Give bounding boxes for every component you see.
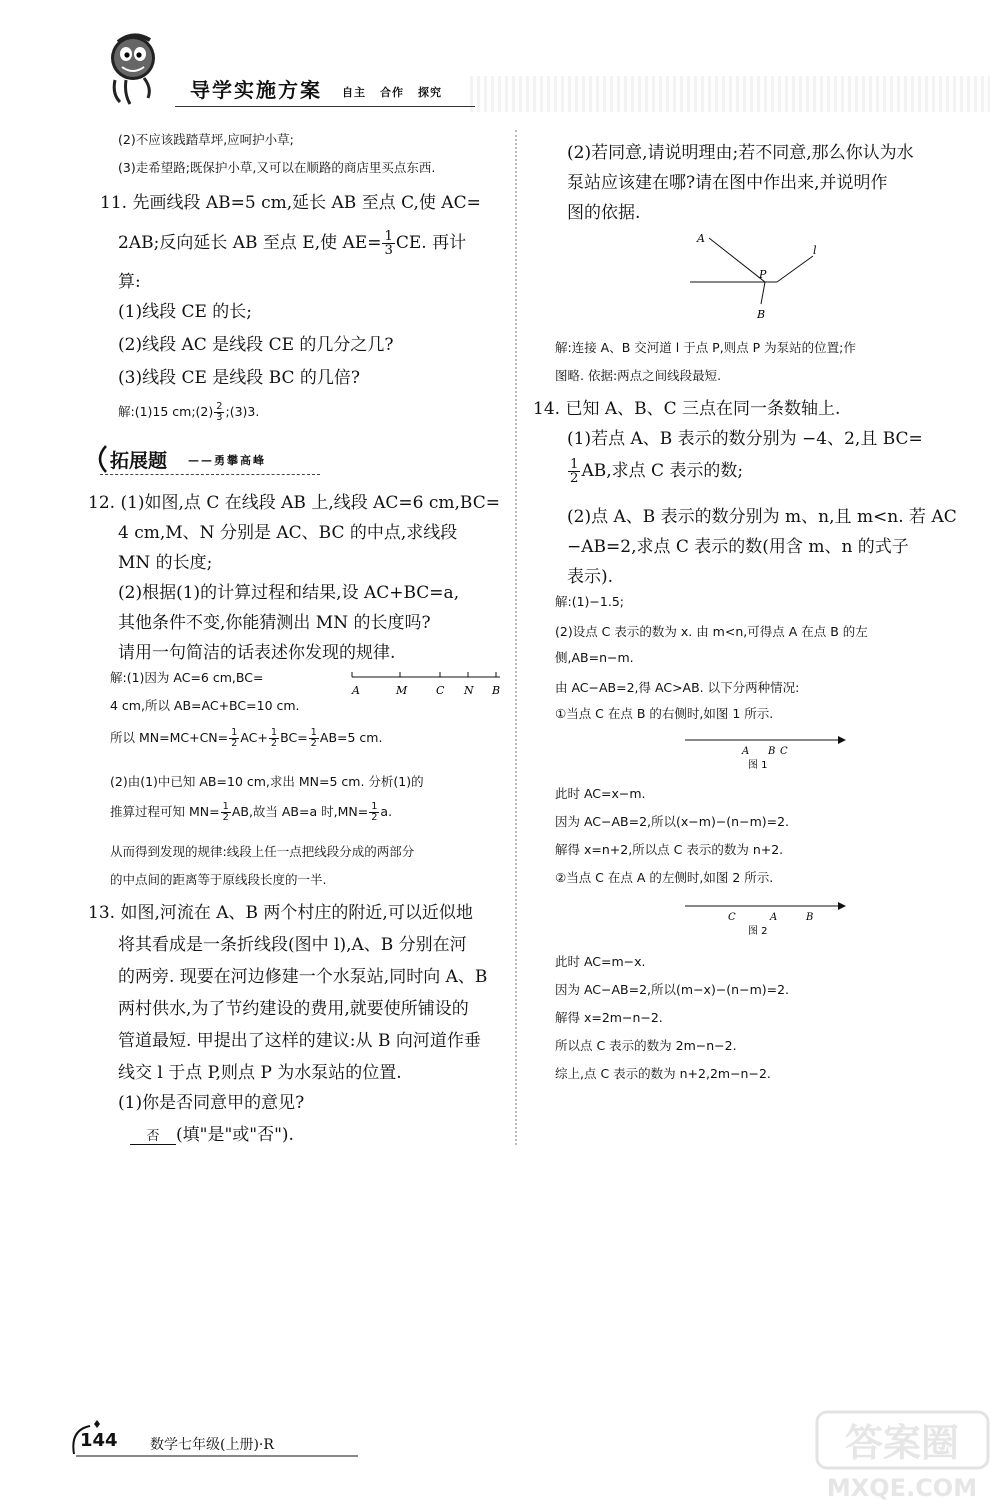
- question-14-answer: 解得 x=2m−n−2.: [555, 1010, 663, 1025]
- question-14-line: 14. 已知 A、B、C 三点在同一条数轴上.: [533, 399, 841, 419]
- fraction: $\frac{1}{2}$: [231, 727, 238, 749]
- question-12-solution: (2)由(1)中已知 AB=10 cm,求出 MN=5 cm. 分析(1)的: [110, 774, 424, 789]
- question-13-line: 两村供水,为了节约建设的费用,就要使所铺设的: [118, 999, 469, 1019]
- book-title: 数学七年级(上册)·R: [150, 1437, 274, 1453]
- question-13b-line: (2)若同意,请说明理由;若不同意,那么你认为水: [567, 143, 914, 163]
- column-divider: [515, 130, 517, 1145]
- question-12-solution: 推算过程可知 MN= $\frac{1}{2}$ AB,故当 AB=a 时,MN= $\frac{1}{2}$ a.: [110, 801, 393, 823]
- figure-label: N: [464, 684, 474, 697]
- question-14-line: $\frac{1}{2}$ AB,求点 C 表示的数;: [570, 456, 744, 486]
- number-line-figure-2: [680, 896, 850, 938]
- question-13b-line: 泵站应该建在哪?请在图中作出来,并说明作: [567, 173, 888, 193]
- fraction: $\frac{1}{2}$: [222, 801, 229, 823]
- fraction: $\frac{1}{2}$: [270, 727, 278, 749]
- question-11-line: 2AB;反向延长 AB 至点 E,使 AE= $\frac{1}{3}$ CE. 再计: [118, 228, 467, 258]
- site-watermark-logo: [815, 1410, 990, 1505]
- fraction: $\frac{1}{2}$: [371, 801, 378, 823]
- question-14-line: 表示).: [567, 567, 614, 587]
- question-13b-line: 图的依据.: [567, 203, 641, 223]
- question-11-item: (1)线段 CE 的长;: [118, 302, 253, 322]
- figure-label: A: [352, 684, 360, 697]
- number-line-figure-1: [680, 730, 850, 772]
- answer-line: (2)不应该践踏草坪,应呵护小草;: [118, 132, 294, 147]
- mascot-logo-icon: [100, 28, 170, 110]
- question-13-fill-answer: 否 (填"是"或"否").: [130, 1120, 294, 1145]
- svg-text:答案圈: 答案圈: [844, 1421, 960, 1465]
- header-rule: [175, 106, 475, 107]
- figure-label: M: [396, 684, 408, 697]
- question-11-item: (3)线段 CE 是线段 BC 的几倍?: [118, 368, 361, 388]
- answer-line: (3)走希望路;既保护小草,又可以在顺路的商店里买点东西.: [118, 160, 436, 175]
- figure-label: C: [780, 746, 788, 757]
- question-14-answer: 因为 AC−AB=2,所以(x−m)−(n−m)=2.: [555, 814, 790, 829]
- question-11-line: 11. 先画线段 AB=5 cm,延长 AB 至点 C,使 AC=: [100, 193, 481, 213]
- question-12-line: 4 cm,M、N 分别是 AC、BC 的中点,求线段: [118, 523, 458, 543]
- question-11-answer: 解:(1)15 cm;(2) $\frac{2}{3}$ ;(3)3.: [118, 401, 260, 423]
- figure-label: B: [768, 746, 776, 757]
- header-subtitle: 自主 合作 探究: [342, 86, 442, 99]
- question-13-line: 的两旁. 现要在河边修建一个水泵站,同时向 A、B: [118, 967, 488, 987]
- question-12-solution: 从而得到发现的规律:线段上任一点把线段分成的两部分: [110, 844, 415, 859]
- question-13-line: 将其看成是一条折线段(图中 l),A、B 分别在河: [118, 935, 467, 955]
- fraction: $\frac{1}{2}$: [310, 727, 317, 749]
- question-11-item: (2)线段 AC 是线段 CE 的几分之几?: [118, 335, 394, 355]
- question-12-line: 其他条件不变,你能猜测出 MN 的长度吗?: [118, 613, 431, 633]
- extension-title: 拓展题: [110, 450, 168, 472]
- question-13-line: (1)你是否同意甲的意见?: [118, 1093, 305, 1113]
- question-12-line: MN 的长度;: [118, 553, 213, 573]
- figure-label: C: [728, 912, 736, 923]
- extension-section-badge: [100, 444, 330, 474]
- figure-label: P: [759, 268, 767, 281]
- question-14-answer: 解:(1)−1.5;: [555, 594, 624, 609]
- figure-label: A: [697, 232, 705, 245]
- question-12-solution: 解:(1)因为 AC=6 cm,BC=: [110, 670, 264, 685]
- question-14-line: −AB=2,求点 C 表示的数(用含 m、n 的式子: [567, 537, 909, 557]
- question-12-solution: 所以 MN=MC+CN= $\frac{1}{2}$ AC+ $\frac{1}{2}$ BC= $\frac{1}{2}$ AB=5 cm.: [110, 727, 383, 749]
- figure-caption: 图 2: [748, 926, 768, 937]
- header-decor-band: [470, 76, 990, 112]
- question-11-line: 算:: [118, 272, 141, 292]
- page-header: [0, 0, 1000, 125]
- question-14-answer: ②当点 C 在点 A 的左侧时,如图 2 所示.: [555, 870, 774, 885]
- segment-figure: [350, 666, 502, 700]
- extension-rule: [100, 474, 320, 475]
- figure-label: B: [806, 912, 814, 923]
- question-12-line: 请用一句简洁的话表述你发现的规律.: [118, 643, 396, 663]
- header-title: 导学实施方案: [190, 78, 322, 102]
- answer-blank: 否: [130, 1125, 176, 1145]
- question-13-line: 13. 如图,河流在 A、B 两个村庄的附近,可以近似地: [88, 903, 473, 923]
- river-figure: [685, 226, 835, 326]
- fraction: $\frac{1}{2}$: [570, 456, 579, 486]
- figure-label: A: [770, 912, 778, 923]
- question-14-answer: 所以点 C 表示的数为 2m−n−2.: [555, 1038, 737, 1053]
- question-14-answer: 侧,AB=n−m.: [555, 650, 634, 665]
- figure-caption: 图 1: [748, 760, 768, 771]
- question-14-answer: 解得 x=n+2,所以点 C 表示的数为 n+2.: [555, 842, 784, 857]
- figure-label: B: [492, 684, 501, 697]
- fraction: $\frac{2}{3}$: [216, 401, 223, 423]
- figure-label: B: [757, 308, 766, 321]
- fraction: $\frac{1}{3}$: [384, 228, 393, 258]
- question-14-answer: ①当点 C 在点 B 的右侧时,如图 1 所示.: [555, 706, 774, 721]
- figure-label: l: [813, 244, 817, 257]
- question-14-answer: 由 AC−AB=2,得 AC>AB. 以下分两种情况:: [555, 680, 800, 695]
- question-13-line: 线交 l 于点 P,则点 P 为水泵站的位置.: [118, 1063, 402, 1083]
- question-12-solution: 的中点间的距离等于原线段长度的一半.: [110, 872, 327, 887]
- question-12-solution: 4 cm,所以 AB=AC+BC=10 cm.: [110, 698, 300, 713]
- figure-label: A: [742, 746, 750, 757]
- page-number: 144: [80, 1430, 118, 1451]
- extension-subtitle: ——勇攀高峰: [188, 454, 266, 467]
- question-13b-answer: 图略. 依据:两点之间线段最短.: [555, 368, 722, 383]
- svg-text:MXQE.COM: MXQE.COM: [826, 1474, 978, 1502]
- bracket-icon: [92, 444, 108, 474]
- question-14-answer: 综上,点 C 表示的数为 n+2,2m−n−2.: [555, 1066, 771, 1081]
- question-13b-answer: 解:连接 A、B 交河道 l 于点 P,则点 P 为泵站的位置;作: [555, 340, 856, 355]
- question-14-answer: 此时 AC=x−m.: [555, 786, 646, 801]
- question-13-line: 管道最短. 甲提出了这样的建议:从 B 向河道作垂: [118, 1031, 481, 1051]
- question-14-answer: 此时 AC=m−x.: [555, 954, 646, 969]
- question-14-answer: (2)设点 C 表示的数为 x. 由 m<n,可得点 A 在点 B 的左: [555, 624, 868, 639]
- question-14-line: (1)若点 A、B 表示的数分别为 −4、2,且 BC=: [567, 429, 923, 449]
- figure-label: C: [436, 684, 445, 697]
- question-14-answer: 因为 AC−AB=2,所以(m−x)−(n−m)=2.: [555, 982, 790, 997]
- question-12-line: 12. (1)如图,点 C 在线段 AB 上,线段 AC=6 cm,BC=: [88, 493, 500, 513]
- question-12-line: (2)根据(1)的计算过程和结果,设 AC+BC=a,: [118, 583, 460, 603]
- question-14-line: (2)点 A、B 表示的数分别为 m、n,且 m<n. 若 AC: [567, 507, 957, 527]
